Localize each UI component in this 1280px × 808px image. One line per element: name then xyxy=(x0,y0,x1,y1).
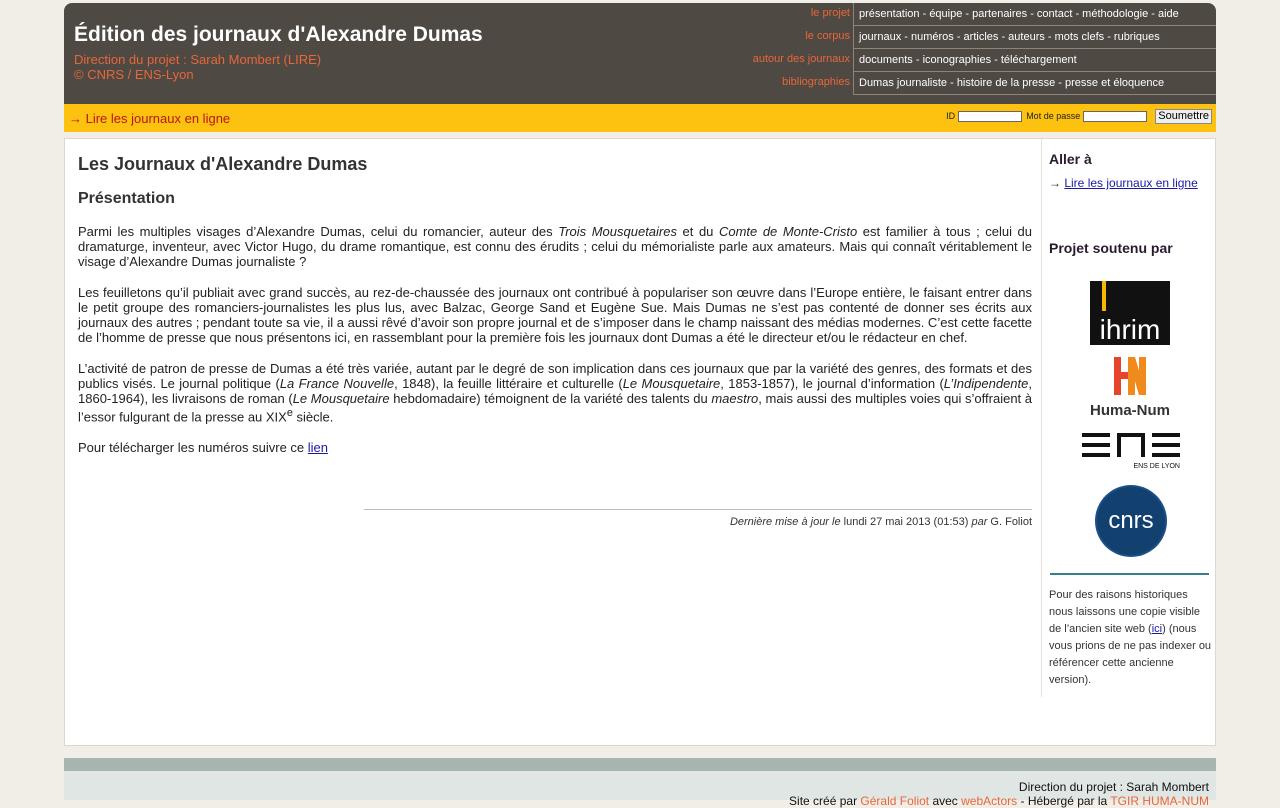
main-article xyxy=(78,139,1033,528)
footer-credits xyxy=(789,794,1209,808)
menu-links-autour[interactable]: documents - iconographies - téléchargement xyxy=(853,49,1216,72)
menu-label-projet[interactable]: le projet xyxy=(810,7,850,19)
historical-note xyxy=(1049,587,1214,689)
text: - Hébergé par la xyxy=(1017,794,1111,808)
login-form xyxy=(946,109,1212,124)
paragraph-3 xyxy=(78,361,1032,424)
last-update xyxy=(364,509,1032,528)
page-title: Les Journaux d'Alexandre Dumas xyxy=(78,154,368,174)
text: Pour des raisons historiques nous laissons une copie visible de l’ancien site web ( xyxy=(1049,589,1201,635)
password-input[interactable] xyxy=(1083,111,1147,122)
svg-text:ENS DE LYON: ENS DE LYON xyxy=(1133,463,1180,470)
copyright: © CNRS / ENS-Lyon xyxy=(74,67,194,82)
id-label: ID xyxy=(946,110,956,121)
paragraph-2: Les feuilletons qu’il publiait avec grand succès, au rez-de-chaussée des journaux ont contribué à populariser son œuvre dans l’Europe entière, le faisant entrer dans le petit groupe des romanciers-journalistes les plus lus, avec Balzac, George Sand et Eugène Sue. Mais Dumas ne s’est pas contenté de donner ses écrits aux journaux des autres ; pendant toute sa vie, il a aussi rêvé d’avoir son propre journal et de s’imposer dans le champ naissant des médias modernes. C’est cette facette de l’homme de presse que nous présentons ici, en rassemblant pour la première fois les journaux dont Dumas a été le directeur et/ou le rédacteur en chef. xyxy=(78,285,1032,345)
text: siècle. xyxy=(292,409,334,425)
text: avec xyxy=(929,794,962,808)
sidebar-divider xyxy=(1050,573,1209,575)
password-label: Mot de passe xyxy=(1026,110,1081,121)
creator-link[interactable]: Gérald Foliot xyxy=(860,794,930,808)
text: ) (nous vous prions de ne pas indexer ou référencer cette ancienne version). xyxy=(1049,623,1212,686)
support-heading: Projet soutenu par xyxy=(1049,240,1173,256)
download-link[interactable]: lien xyxy=(307,440,329,456)
title-mousquetaire-hebdo: Le Mousquetaire xyxy=(292,391,390,406)
text: hebdomadaire) témoignent de la variété des talents du xyxy=(389,391,712,406)
site-footer xyxy=(64,771,1216,808)
top-bar xyxy=(64,104,1216,132)
goto-heading: Aller à xyxy=(1049,151,1092,167)
site-header xyxy=(64,3,1216,104)
arrow-right-icon: → xyxy=(1049,176,1061,190)
read-online-link[interactable]: → Lire les journaux en ligne xyxy=(69,111,231,126)
menu-label-autour[interactable]: autour des journaux xyxy=(752,53,850,65)
paragraph-4 xyxy=(78,440,1032,455)
text: , 1848), la feuille littéraire et culturelle ( xyxy=(394,376,623,391)
menu-links-projet[interactable]: présentation - équipe - partenaires - contact - méthodologie - aide xyxy=(853,3,1216,26)
menu-row-projet xyxy=(704,3,1216,26)
text: , 1860-1964), les livraisons de roman ( xyxy=(78,376,1033,406)
ens-lyon-logo[interactable] xyxy=(1080,431,1182,471)
menu-links-bibliographies[interactable]: Dumas journaliste - histoire de la presse - presse et éloquence xyxy=(853,72,1216,95)
text: Pour télécharger les numéros suivre ce xyxy=(78,440,308,456)
menu-row-autour xyxy=(704,49,1216,72)
text: , mais aussi des multiples voies qui s’offraient à l’essor fulgurant de la presse au XIX xyxy=(78,391,1033,425)
sidebar xyxy=(1041,139,1215,697)
superscript: e xyxy=(286,407,293,419)
goto-read-online-link[interactable]: Lire les journaux en ligne xyxy=(1064,176,1198,190)
submit-button[interactable]: Soumettre xyxy=(1155,109,1212,124)
footer-direction: Direction du projet : Sarah Mombert xyxy=(1018,780,1209,794)
update-label: Dernière mise à jour le xyxy=(729,516,841,528)
old-site-link[interactable]: ici xyxy=(1151,623,1163,635)
menu-row-corpus xyxy=(704,26,1216,49)
site-title: Édition des journaux d'Alexandre Dumas xyxy=(74,23,483,46)
section-title: Présentation xyxy=(78,190,175,207)
footer-strip xyxy=(64,758,1216,771)
title-trois-mousquetaires: Trois Mousquetaires xyxy=(558,224,677,239)
huma-num-logo[interactable] xyxy=(1086,355,1174,419)
main-menu xyxy=(704,3,1216,95)
paragraph-1 xyxy=(78,224,1032,269)
title-indipendente: L’Indipendente xyxy=(943,376,1029,391)
host-link[interactable]: TGIR HUMA-NUM xyxy=(1110,794,1209,808)
update-author: G. Foliot xyxy=(987,516,1032,528)
title-mousquetaire: Le Mousquetaire xyxy=(622,376,721,391)
ihrim-logo[interactable] xyxy=(1090,281,1170,345)
webactors-link[interactable]: webActors xyxy=(961,794,1018,808)
content-panel xyxy=(64,138,1216,746)
text: Parmi les multiples visages d’Alexandre Dumas, celui du romancier, auteur des xyxy=(78,224,559,239)
svg-text:cnrs: cnrs xyxy=(1108,507,1154,534)
update-date: lundi 27 mai 2013 (01:53) xyxy=(840,516,972,528)
project-direction: Direction du projet : Sarah Mombert (LIRE) xyxy=(74,52,322,67)
update-par: par xyxy=(971,516,988,528)
menu-label-corpus[interactable]: le corpus xyxy=(805,30,850,42)
title-monte-cristo: Comte de Monte-Cristo xyxy=(718,224,858,239)
menu-row-bibliographies xyxy=(704,72,1216,95)
text: et du xyxy=(676,224,719,239)
cnrs-logo[interactable] xyxy=(1094,484,1168,558)
id-input[interactable] xyxy=(958,111,1022,122)
word-maestro: maestro xyxy=(711,391,759,406)
text: est familier à tous ; celui du dramaturge, inventeur, avec Victor Hugo, du drame romantique, est connu des érudits ; celui du mémorialiste parle aux amateurs. Mais qui connaît véritablement le visage d’Alexandre Dumas journaliste ? xyxy=(78,224,1032,269)
text: , 1853-1857), le journal d’information ( xyxy=(720,376,944,391)
svg-text:Huma-Num: Huma-Num xyxy=(1089,402,1171,419)
menu-label-bibliographies[interactable]: bibliographies xyxy=(782,76,850,88)
title-france-nouvelle: La France Nouvelle xyxy=(279,376,395,391)
svg-text:ihrim: ihrim xyxy=(1099,314,1161,345)
menu-links-corpus[interactable]: journaux - numéros - articles - auteurs - mots clefs - rubriques xyxy=(853,26,1216,49)
text: L’activité de patron de presse de Dumas a été très variée, autant par le degré de son implication dans ces journaux que par la variété des genres, des formats et des publics visés. Le journal politique ( xyxy=(78,361,1032,391)
text: Site créé par xyxy=(789,794,861,808)
goto-item xyxy=(1049,176,1198,190)
